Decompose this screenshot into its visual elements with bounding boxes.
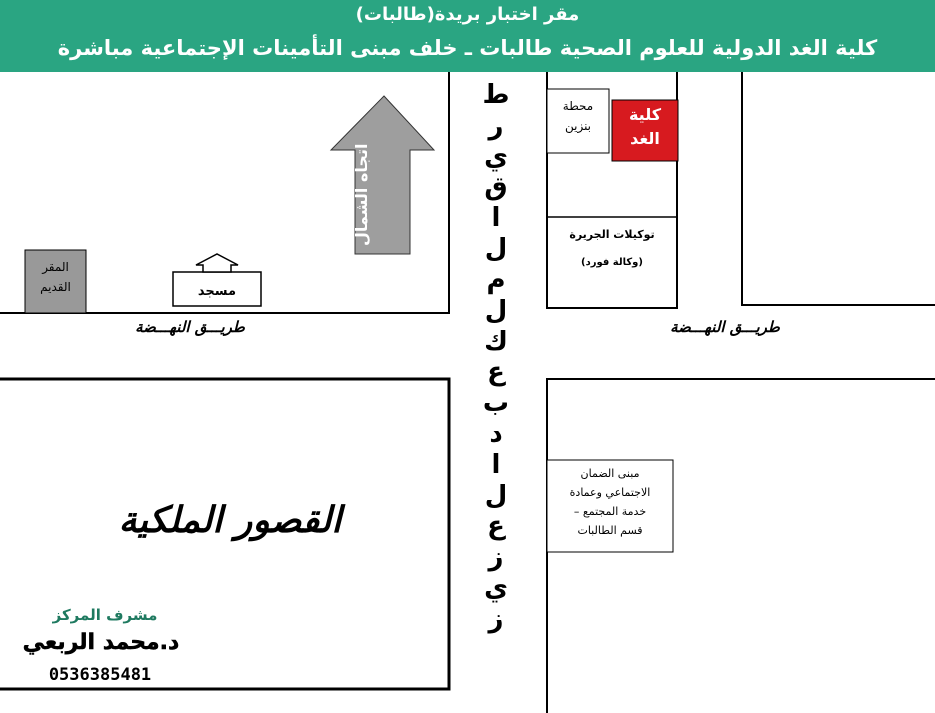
- old-hq-line2: القديم: [40, 280, 71, 294]
- road-letter: ي: [484, 141, 508, 172]
- college-line1: كلية: [628, 105, 662, 124]
- road-letter: ز: [488, 603, 504, 634]
- road-letter: ز: [488, 542, 504, 573]
- supervisor-name: د.محمد الربعي: [22, 630, 180, 655]
- social-building-line: مبنى الضمان: [580, 467, 640, 480]
- social-building-line: الاجتماعي وعمادة: [569, 486, 651, 499]
- road-letter: ل: [484, 295, 508, 326]
- road-letter: ق: [484, 172, 508, 203]
- road-letter: م: [486, 264, 506, 295]
- road-letter: ب: [482, 388, 510, 419]
- north-arrow-label: اتجاه الشمال: [352, 143, 371, 247]
- road-letter: د: [489, 418, 503, 449]
- header-title: مقر اختبار بريدة(طالبات): [355, 4, 580, 25]
- mosque-dome: [196, 254, 238, 272]
- supervisor-title: مشرف المركز: [52, 606, 158, 624]
- gas-station-label: [547, 96, 609, 136]
- road-letter: ك: [484, 326, 508, 357]
- college-label: [612, 103, 678, 151]
- mosque-label: مسجد: [197, 284, 237, 299]
- old-hq-label: [25, 257, 86, 297]
- royal-palaces-label: القصور الملكية: [118, 500, 342, 541]
- road-letter: ط: [482, 80, 510, 110]
- header-banner: [0, 0, 935, 72]
- road-letter: ر: [488, 110, 504, 141]
- jeraisy-line1: توكيلات الجريرة: [569, 228, 655, 241]
- social-building-label: [547, 464, 673, 540]
- road-letter: ا: [491, 449, 501, 480]
- road-label-king-abdulaziz: [478, 82, 514, 632]
- gas-station-line2: بنزين: [564, 119, 592, 133]
- road-letter: ع: [487, 357, 505, 388]
- road-letter: ي: [484, 573, 508, 603]
- college-line2: الغد: [630, 129, 660, 148]
- road-letter: ل: [484, 480, 508, 511]
- block-top-far-right: [742, 72, 935, 305]
- road-label-nahda-left: طريـــق النهـــضة: [135, 318, 245, 336]
- social-building-line: خدمة المجتمع –: [573, 505, 647, 518]
- road-letter: ل: [484, 234, 508, 265]
- road-letter: ع: [487, 511, 505, 542]
- supervisor-phone: 0536385481: [48, 665, 152, 685]
- jeraisy-line2: (وكالة فورد): [581, 257, 643, 268]
- gas-station-line1: محطة: [562, 99, 594, 113]
- jeraisy-label: [547, 228, 677, 268]
- road-label-nahda-right: طريـــق النهـــضة: [670, 318, 780, 336]
- social-building-line: قسم الطالبات: [577, 524, 643, 537]
- road-letter: ا: [491, 203, 501, 234]
- header-subtitle: كلية الغد الدولية للعلوم الصحية طالبات ـ خلف مبنى التأمينات الإجتماعية مباشرة: [57, 36, 878, 60]
- old-hq-line1: المقر: [42, 260, 69, 274]
